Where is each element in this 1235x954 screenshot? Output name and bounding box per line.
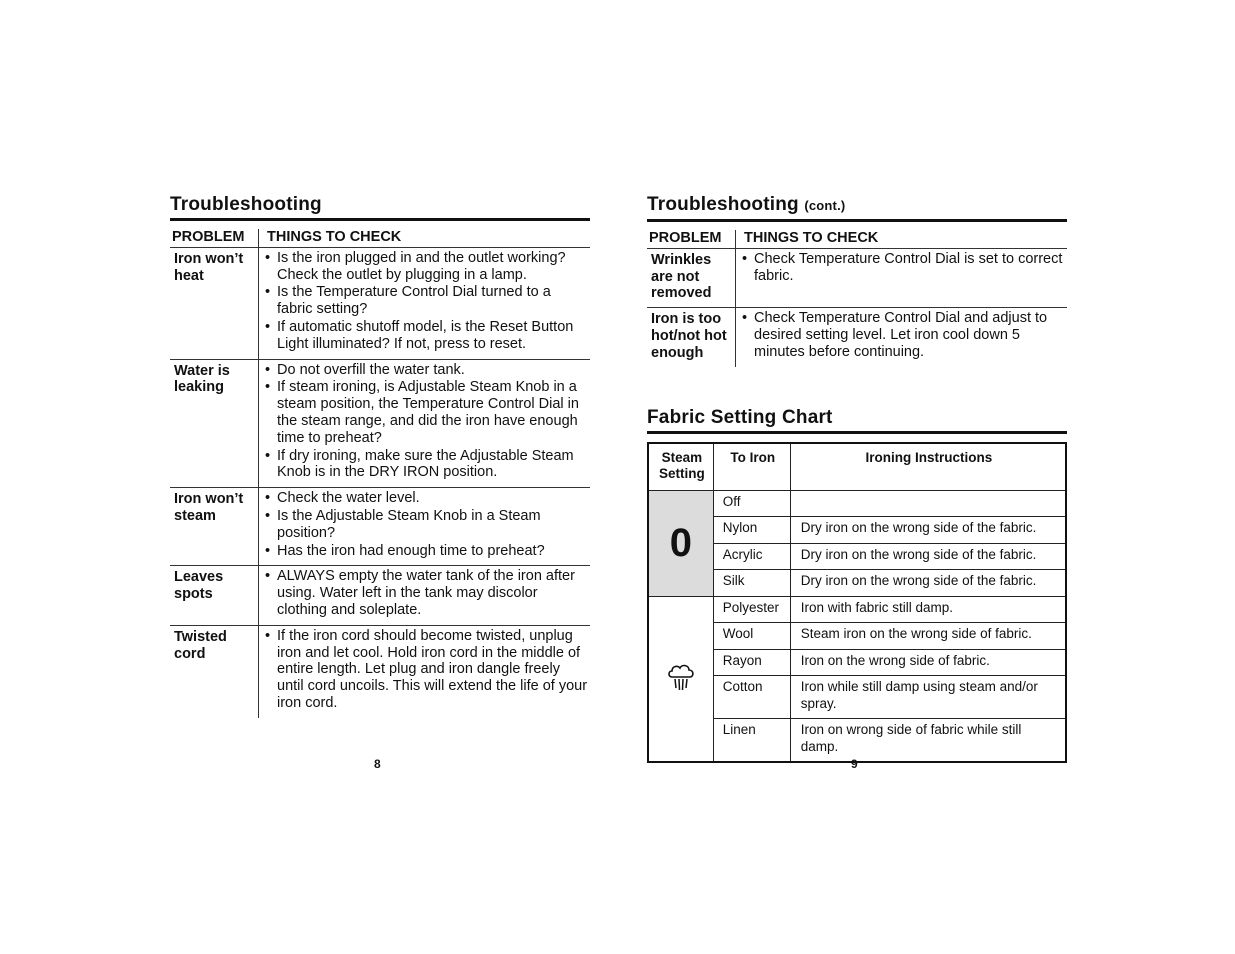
fabric-chart-title: Fabric Setting Chart xyxy=(647,407,1067,434)
table-header-row xyxy=(170,229,590,247)
check-item: • Check Temperature Control Dial is set to correct fabric. xyxy=(742,251,1065,285)
right-page xyxy=(647,194,1067,763)
check-item: • Do not overfill the water tank. xyxy=(265,362,588,379)
instruction-cell: Dry iron on the wrong side of the fabric. xyxy=(790,543,1066,570)
instruction-cell xyxy=(790,490,1066,517)
check-item: • Check the water level. xyxy=(265,490,588,507)
check-list xyxy=(265,568,588,618)
fabric-cell: Nylon xyxy=(713,517,790,544)
title-text: Troubleshooting xyxy=(647,194,799,215)
problem-header: PROBLEM xyxy=(647,230,736,248)
check-item: • If dry ironing, make sure the Adjustable Steam Knob is in the DRY IRON position. xyxy=(265,448,588,482)
problem-cell: Twisted cord xyxy=(170,625,259,717)
check-item: • Is the iron plugged in and the outlet working? Check the outlet by plugging in a lamp. xyxy=(265,250,588,284)
page-number-right: 9 xyxy=(851,757,858,771)
to-iron-header: To Iron xyxy=(713,443,790,491)
check-list xyxy=(265,628,588,712)
check-cell xyxy=(259,359,591,488)
fabric-cell: Cotton xyxy=(713,676,790,719)
page-number-left: 8 xyxy=(374,757,381,771)
check-item: • Has the iron had enough time to preheat? xyxy=(265,543,588,560)
check-item: • Is the Adjustable Steam Knob in a Steam position? xyxy=(265,508,588,542)
check-cell xyxy=(736,308,1068,367)
fabric-cell: Acrylic xyxy=(713,543,790,570)
check-cell xyxy=(736,248,1068,307)
steam-setting-zero: 0 xyxy=(648,490,713,596)
table-header-row xyxy=(647,230,1067,248)
troubleshooting-cont-title xyxy=(647,194,1067,222)
fabric-cell: Polyester xyxy=(713,596,790,623)
problem-cell: Leaves spots xyxy=(170,566,259,625)
fabric-row xyxy=(648,596,1066,623)
things-to-check-header: THINGS TO CHECK xyxy=(267,229,402,245)
check-list xyxy=(265,362,588,482)
instruction-cell: Iron on the wrong side of fabric. xyxy=(790,649,1066,676)
check-item: • If automatic shutoff model, is the Reset Button Light illuminated? If not, press to reset. xyxy=(265,319,588,353)
steam-setting-header: Steam Setting xyxy=(648,443,713,491)
ironing-instructions-header: Ironing Instructions xyxy=(790,443,1066,491)
check-list xyxy=(742,310,1065,360)
check-item: • Check Temperature Control Dial and adjust to desired setting level. Let iron cool down 5 minutes before continuing. xyxy=(742,310,1065,360)
check-item: • ALWAYS empty the water tank of the iron after using. Water left in the tank may discolor clothing and soleplate. xyxy=(265,568,588,618)
left-page xyxy=(170,194,590,718)
check-cell xyxy=(259,566,591,625)
fabric-cell: Wool xyxy=(713,623,790,650)
troubleshooting-row xyxy=(170,566,590,625)
troubleshooting-row xyxy=(647,248,1067,307)
problem-cell: Wrinkles are not removed xyxy=(647,248,736,307)
problem-cell: Water is leaking xyxy=(170,359,259,488)
check-cell xyxy=(259,625,591,717)
fabric-cell: Off xyxy=(713,490,790,517)
check-cell xyxy=(259,247,591,359)
instruction-cell: Iron while still damp using steam and/or spray. xyxy=(790,676,1066,719)
troubleshooting-cont-table xyxy=(647,230,1067,367)
title-suffix: (cont.) xyxy=(804,198,846,213)
fabric-header-row xyxy=(648,443,1066,491)
instruction-cell: Dry iron on the wrong side of the fabric. xyxy=(790,570,1066,597)
instruction-cell: Dry iron on the wrong side of the fabric. xyxy=(790,517,1066,544)
fabric-cell: Rayon xyxy=(713,649,790,676)
fabric-cell: Silk xyxy=(713,570,790,597)
check-item: • Is the Temperature Control Dial turned to a fabric setting? xyxy=(265,284,588,318)
instruction-cell: Iron with fabric still damp. xyxy=(790,596,1066,623)
problem-cell: Iron won’t steam xyxy=(170,488,259,566)
check-cell xyxy=(259,488,591,566)
troubleshooting-row xyxy=(170,359,590,488)
instruction-cell: Iron on wrong side of fabric while still damp. xyxy=(790,719,1066,763)
check-item: • If the iron cord should become twisted, unplug iron and let cool. Hold iron cord in the middle of entire length. Let plug and iron dangle freely until cord uncoils. This will extend the life of your iron cord. xyxy=(265,628,588,712)
check-item: • If steam ironing, is Adjustable Steam Knob in a steam position, the Temperature Control Dial in the steam range, and did the iron have enough time to preheat? xyxy=(265,379,588,446)
troubleshooting-title: Troubleshooting xyxy=(170,194,590,221)
fabric-row xyxy=(648,490,1066,517)
fabric-cell: Linen xyxy=(713,719,790,763)
instruction-cell: Steam iron on the wrong side of fabric. xyxy=(790,623,1066,650)
troubleshooting-row xyxy=(170,488,590,566)
troubleshooting-table xyxy=(170,229,590,718)
troubleshooting-row xyxy=(170,625,590,717)
fabric-setting-table xyxy=(647,442,1067,764)
steam-setting-steam xyxy=(648,596,713,762)
steam-icon xyxy=(666,661,696,693)
check-list xyxy=(742,251,1065,285)
troubleshooting-row xyxy=(170,247,590,359)
problem-cell: Iron won’t heat xyxy=(170,247,259,359)
check-list xyxy=(265,490,588,559)
troubleshooting-row xyxy=(647,308,1067,367)
problem-header: PROBLEM xyxy=(170,229,259,247)
things-to-check-header: THINGS TO CHECK xyxy=(744,230,879,246)
check-list xyxy=(265,250,588,353)
problem-cell: Iron is too hot/not hot enough xyxy=(647,308,736,367)
